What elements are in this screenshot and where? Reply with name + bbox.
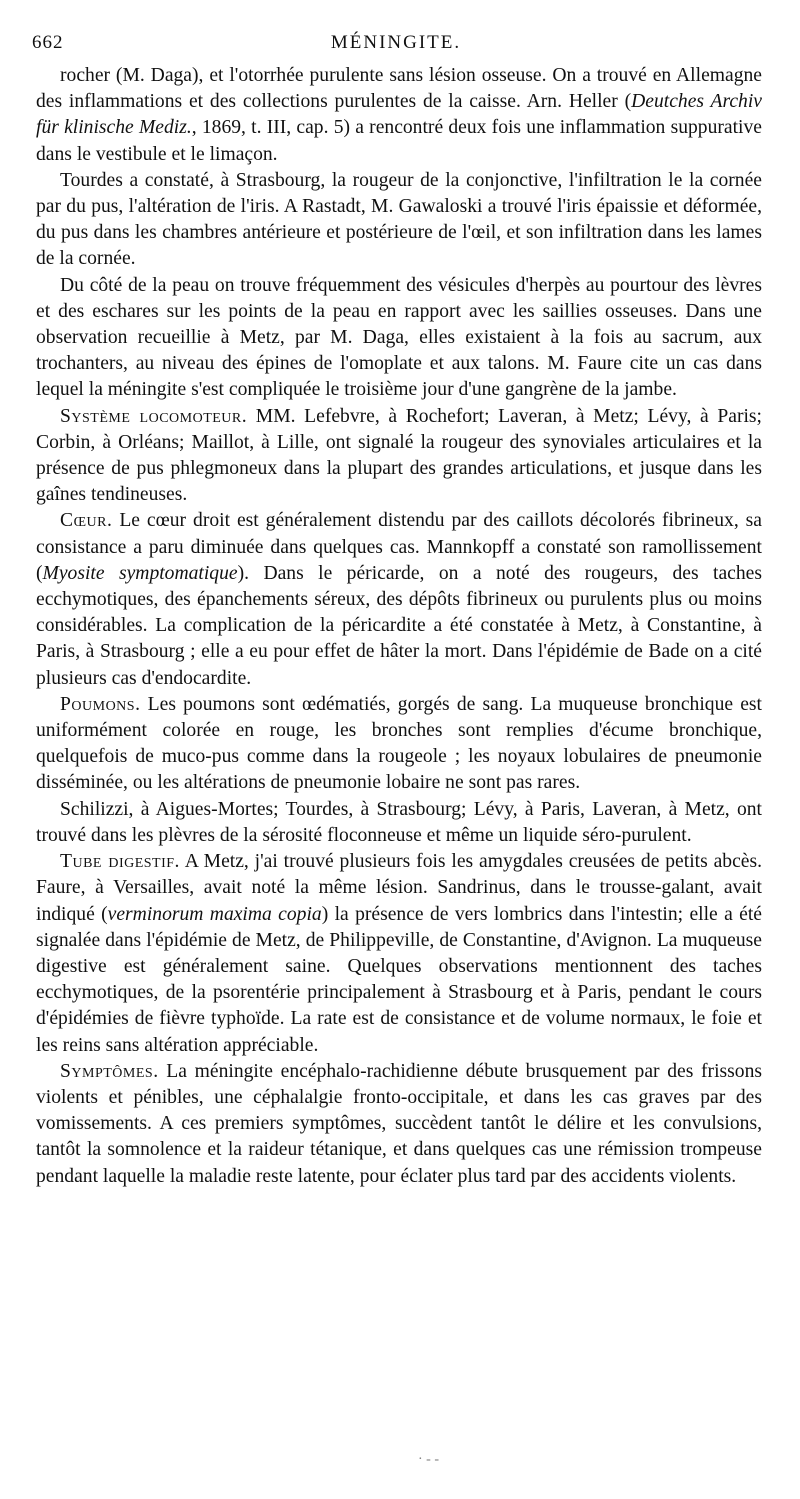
section-heading: Poumons. xyxy=(60,693,141,715)
journal-title: Deutches Archiv für klinische Mediz. xyxy=(36,91,762,139)
paragraph-digestive: Tube digestif. A Metz, j'ai trouvé plusieurs fois les amygdales creusées de petits abcès. Faure, à Versailles, avait noté la même lésion. Sandrinus, dans le trousse-galant, avait indiqué (verminorum maxima copia) la présence de vers lombrics dans l'intestin; elle a été signalée dans l'épidémie de Metz, de Philippeville, de Constantine, d'Avignon. La muqueuse digestive est généralement saine. Quelques observations mentionnent des taches ecchymotiques, de la psorentérie principalement à Strasbourg et à Paris, pendant le cours d'épidémies de fièvre typhoïde. La rate est de consistance et de volume normaux, le foie et les reins sans altération appréciable. xyxy=(36,851,762,1056)
section-heading: Symptômes. xyxy=(60,1060,159,1082)
paragraph-eye: Tourdes a constaté, à Strasbourg, la rougeur de la conjonctive, l'infiltration le la cornée par du pus, l'altération de l'iris. A Rastadt, M. Gawaloski a trouvé l'iris épaissie et déformée, du pus dans les chambres antérieure et postérieure de l'œil, et son infiltration dans les lames de la cornée. xyxy=(36,169,762,270)
paragraph-symptoms: Symptômes. La méningite encéphalo-rachidienne débute brusquement par des frissons violents et pénibles, une céphalalgie fronto-occipitale, et dans les cas graves par des vomissements. A ces premiers symptômes, succèdent tantôt le délire et les convulsions, tantôt la somnolence et la raideur tétanique, et dans quelques cas une rémission trompeuse pendant laquelle la maladie reste latente, pour éclater plus tard par des accidents violents. xyxy=(36,1060,762,1187)
paragraph-skin: Du côté de la peau on trouve fréquemment des vésicules d'herpès au pourtour des lèvres et des eschares sur les points de la peau en rapport avec les saillies osseuses. Dans une observation recueillie à Metz, par M. Daga, elles existaient à la fois au sacrum, aux trochanters, au niveau des épines de l'omoplate et aux talons. M. Faure cite un cas dans lequel la méningite s'est compliquée le troisième jour d'une gangrène de la jambe. xyxy=(36,274,762,401)
paragraph-heart: Cœur. Le cœur droit est généralement distendu par des caillots décolorés fibrineux, sa consistance a paru diminuée dans quelques cas. Mannkopff a constaté son ramollissement (Myosite symptomatique). Dans le péricarde, on a noté des rougeurs, des taches ecchymotiques, des épanchements séreux, des dépôts fibrineux ou purulents plus ou moins considérables. La complication de la péricardite a été constatée à Metz, à Constantine, à Paris, à Strasbourg ; elle a eu pour effet de hâter la mort. Dans l'épidémie de Bade on a cité plusieurs cas d'endocardite. xyxy=(36,510,763,689)
paragraph-pleura: Schilizzi, à Aigues-Mortes; Tourdes, à Strasbourg; Lévy, à Paris, Laveran, à Metz, ont trouvé dans les plèvres de la sérosité floconneuse et même un liquide séro-purulent. xyxy=(36,798,762,846)
section-heading: Tube digestif. xyxy=(60,851,180,873)
section-heading: Système locomoteur. xyxy=(60,405,248,427)
italic-term: verminorum maxima copia xyxy=(107,903,322,925)
page-header xyxy=(32,28,760,60)
italic-term: Myosite symptomatique xyxy=(42,562,238,584)
printer-mark: · - - xyxy=(418,1452,439,1467)
running-title: MÉNINGITE. xyxy=(330,32,462,53)
paragraph-ear: rocher (M. Daga), et l'otorrhée purulente sans lésion osseuse. On a trouvé en Allemagne des inflammations et des collections purulentes de la caisse. Arn. Heller (Deutches Archiv für klinische Mediz., 1869, t. III, cap. 5) a rencontré deux fois une inflammation suppurative dans le vestibule et le limaçon. xyxy=(36,65,762,165)
section-heading: Cœur. xyxy=(60,510,113,532)
page-number: 662 xyxy=(32,32,64,53)
body-text xyxy=(36,63,762,1190)
paragraph-locomotor: Système locomoteur. MM. Lefebvre, à Rochefort; Laveran, à Metz; Lévy, à Paris; Corbin, à Orléans; Maillot, à Lille, ont signalé la rougeur des synoviales articulaires et la présence de pus phlegmoneux dans la plupart des grandes articulations, et jusque dans les gaînes tendineuses. xyxy=(36,405,762,506)
paragraph-lungs: Poumons. Les poumons sont œdématiés, gorgés de sang. La muqueuse bronchique est uniformément colorée en rouge, les bronches sont remplies d'écume bronchique, quelquefois de muco-pus comme dans la rougeole ; les noyaux lobulaires de pneumonie disséminée, ou les altérations de pneumonie lobaire ne sont pas rares. xyxy=(36,693,762,794)
